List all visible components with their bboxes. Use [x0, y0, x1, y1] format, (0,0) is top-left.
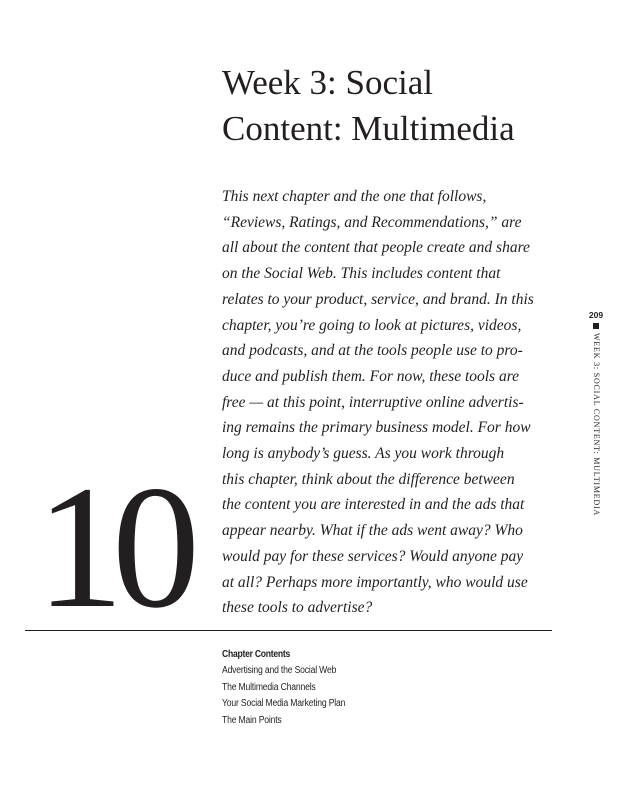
square-bullet-icon: [593, 323, 599, 329]
chapter-contents-item: Your Social Media Marketing Plan: [222, 698, 346, 709]
intro-line: relates to your product, service, and brand. In this: [222, 290, 534, 308]
intro-line: long is anybody’s guess. As you work through: [222, 445, 505, 463]
intro-line: and podcasts, and at the tools people use to pro-: [222, 342, 523, 360]
chapter-title: [222, 60, 602, 152]
intro-line: on the Social Web. This includes content that: [222, 265, 501, 283]
chapter-number: 10: [36, 450, 188, 645]
intro-line: chapter, you’re going to look at pictures, videos,: [222, 316, 522, 334]
chapter-title-line-1: Week 3: Social: [222, 63, 434, 102]
intro-line: ing remains the primary business model. For how: [222, 419, 531, 437]
chapter-contents: [222, 647, 542, 729]
chapter-divider-rule: [25, 630, 552, 631]
intro-line: “Reviews, Ratings, and Recommendations,” are: [222, 213, 522, 231]
intro-line: would pay for these services? Would anyone pay: [222, 547, 524, 565]
chapter-contents-item: The Main Points: [222, 714, 282, 726]
chapter-title-line-2: Content: Multimedia: [222, 109, 515, 148]
intro-line: appear nearby. What if the ads went away? Who: [222, 522, 523, 540]
intro-line: all about the content that people create and share: [222, 239, 530, 257]
intro-line: duce and publish them. For now, these tools are: [222, 367, 520, 385]
page-number: 209: [588, 310, 604, 320]
intro-line: these tools to advertise?: [222, 599, 373, 617]
running-head-title: WEEK 3: SOCIAL CONTENT: MULTIMEDIA: [592, 333, 601, 517]
chapter-contents-item: Advertising and the Social Web: [222, 665, 337, 676]
intro-line: this chapter, think about the difference between: [222, 470, 515, 488]
intro-line: This next chapter and the one that follows,: [222, 188, 487, 205]
intro-line: free — at this point, interruptive online advertis-: [222, 393, 524, 411]
chapter-intro: [222, 184, 562, 621]
chapter-contents-heading: Chapter Contents: [222, 649, 291, 660]
running-head: [586, 310, 606, 516]
chapter-contents-item: The Multimedia Channels: [222, 681, 316, 693]
intro-line: the content you are interested in and the ads that: [222, 496, 525, 514]
intro-line: at all? Perhaps more importantly, who would use: [222, 573, 528, 591]
